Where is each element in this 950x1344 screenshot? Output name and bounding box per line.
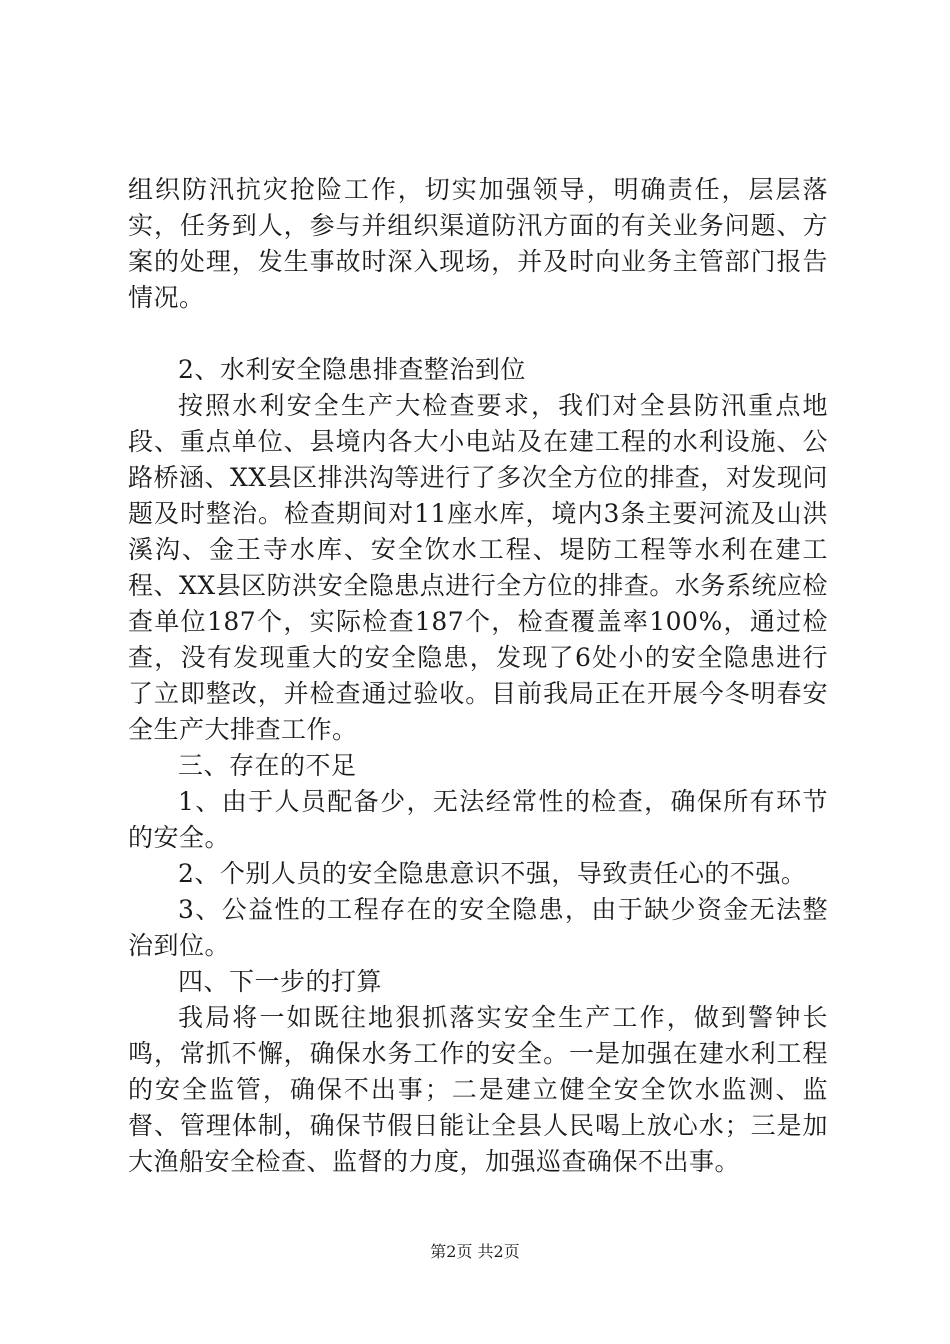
list-item-shortcoming-3: 3、公益性的工程存在的安全隐患，由于缺少资金无法整治到位。 — [128, 895, 828, 960]
paragraph-flood-control-continued: 组织防汛抗灾抢险工作，切实加强领导，明确责任，层层落实，任务到人，参与并组织渠道防汛方面的有关业务问题、方案的处理，发生事故时深入现场，并及时向业务主管部门报告情况。 — [128, 175, 828, 312]
list-item-shortcoming-1: 1、由于人员配备少，无法经常性的检查，确保所有环节的安全。 — [128, 787, 828, 852]
heading-hazard-rectification: 2、水利安全隐患排查整治到位 — [178, 355, 526, 384]
list-item-shortcoming-2: 2、个别人员的安全隐患意识不强，导致责任心的不强。 — [178, 859, 807, 888]
page-number-footer: 第2页 共2页 — [430, 1242, 520, 1261]
document-body — [128, 172, 828, 1180]
heading-next-steps: 四、下一步的打算 — [178, 967, 383, 996]
paragraph-inspection-details: 按照水利安全生产大检查要求，我们对全县防汛重点地段、重点单位、县境内各大小电站及在建工程的水利设施、公路桥涵、XX县区排洪沟等进行了多次全方位的排查，对发现问题及时整治。检查期间对11座水库，境内3条主要河流及山洪溪沟、金王寺水库、安全饮水工程、堤防工程等水利在建工程、XX县区防洪安全隐患点进行全方位的排查。水务系统应检查单位187个，实际检查187个，检查覆盖率100%，通过检查，没有发现重大的安全隐患，发现了6处小的安全隐患进行了立即整改，并检查通过验收。目前我局正在开展今冬明春安全生产大排查工作。 — [128, 391, 828, 744]
paragraph-next-steps: 我局将一如既往地狠抓落实安全生产工作，做到警钟长鸣，常抓不懈，确保水务工作的安全。一是加强在建水利工程的安全监管，确保不出事；二是建立健全安全饮水监测、监督、管理体制，确保节假日能让全县人民喝上放心水；三是加大渔船安全检查、监督的力度，加强巡查确保不出事。 — [128, 1003, 828, 1176]
heading-shortcomings: 三、存在的不足 — [178, 751, 357, 780]
